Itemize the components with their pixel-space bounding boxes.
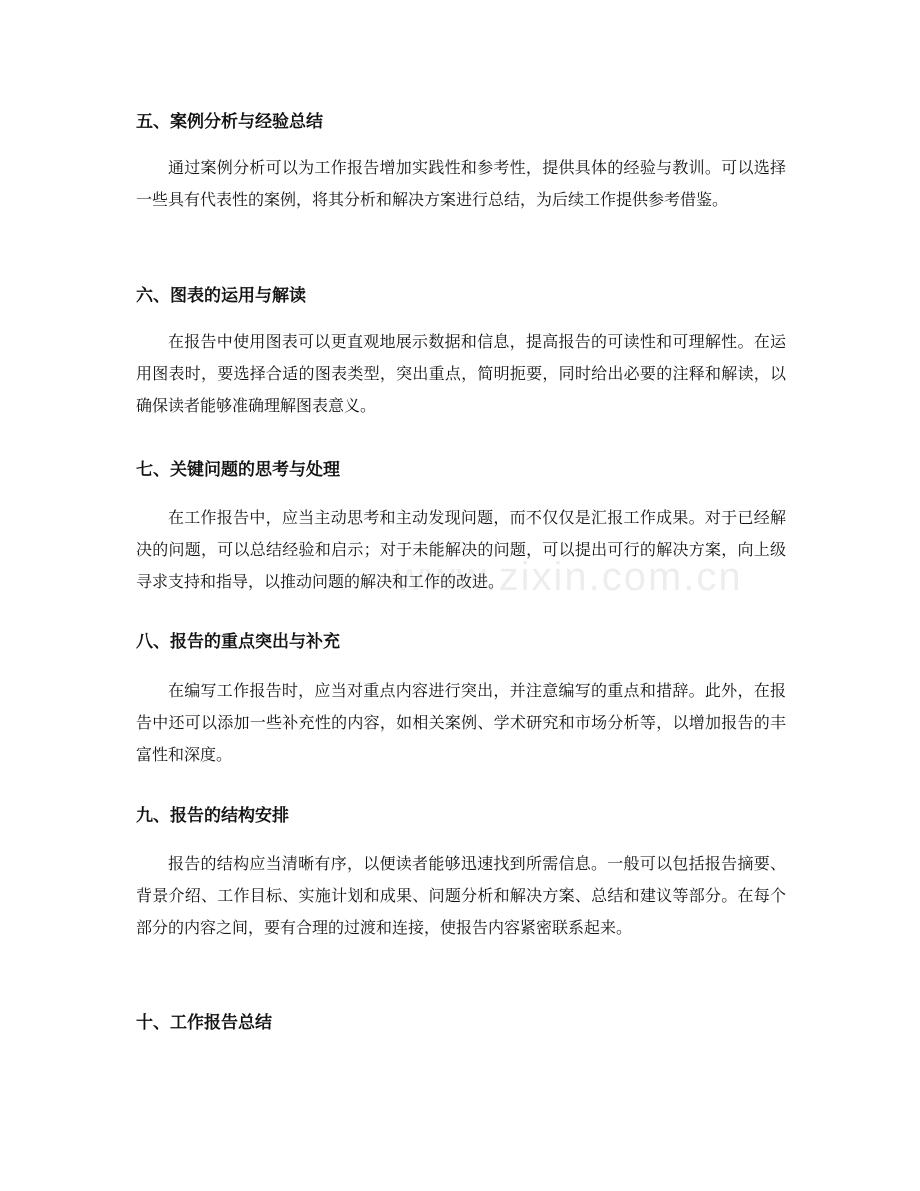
section-heading-10: 十、工作报告总结	[136, 1013, 272, 1033]
section-heading-5: 五、案例分析与经验总结	[136, 112, 323, 132]
section-heading-9: 九、报告的结构安排	[136, 806, 289, 826]
section-body-9: 报告的结构应当清晰有序，以便读者能够迅速找到所需信息。一般可以包括报告摘要、背景介绍、工作目标、实施计划和成果、问题分析和解决方案、总结和建议等部分。在每个部分的内容之间，要有合理的过渡和连接，使报告内容紧密联系起来。	[136, 854, 786, 937]
section-heading-8: 八、报告的重点突出与补充	[136, 632, 340, 652]
section-body-5: 通过案例分析可以为工作报告增加实践性和参考性，提供具体的经验与教训。可以选择一些具有代表性的案例，将其分析和解决方案进行总结，为后续工作提供参考借鉴。	[136, 158, 786, 209]
section-heading-7: 七、关键问题的思考与处理	[136, 460, 340, 480]
section-body-8: 在编写工作报告时，应当对重点内容进行突出，并注意编写的重点和措辞。此外，在报告中还可以添加一些补充性的内容，如相关案例、学术研究和市场分析等，以增加报告的丰富性和深度。	[136, 681, 786, 764]
section-body-6: 在报告中使用图表可以更直观地展示数据和信息，提高报告的可读性和可理解性。在运用图表时，要选择合适的图表类型，突出重点，简明扼要，同时给出必要的注释和解读，以确保读者能够准确理解图表意义。	[136, 332, 786, 415]
watermark: www.zixin.com.cn	[395, 555, 743, 599]
section-body-7: 在工作报告中，应当主动思考和主动发现问题，而不仅仅是汇报工作成果。对于已经解决的问题，可以总结经验和启示；对于未能解决的问题，可以提出可行的解决方案，向上级寻求支持和指导，以推动问题的解决和工作的改进。	[136, 508, 786, 591]
section-heading-6: 六、图表的运用与解读	[136, 286, 306, 306]
